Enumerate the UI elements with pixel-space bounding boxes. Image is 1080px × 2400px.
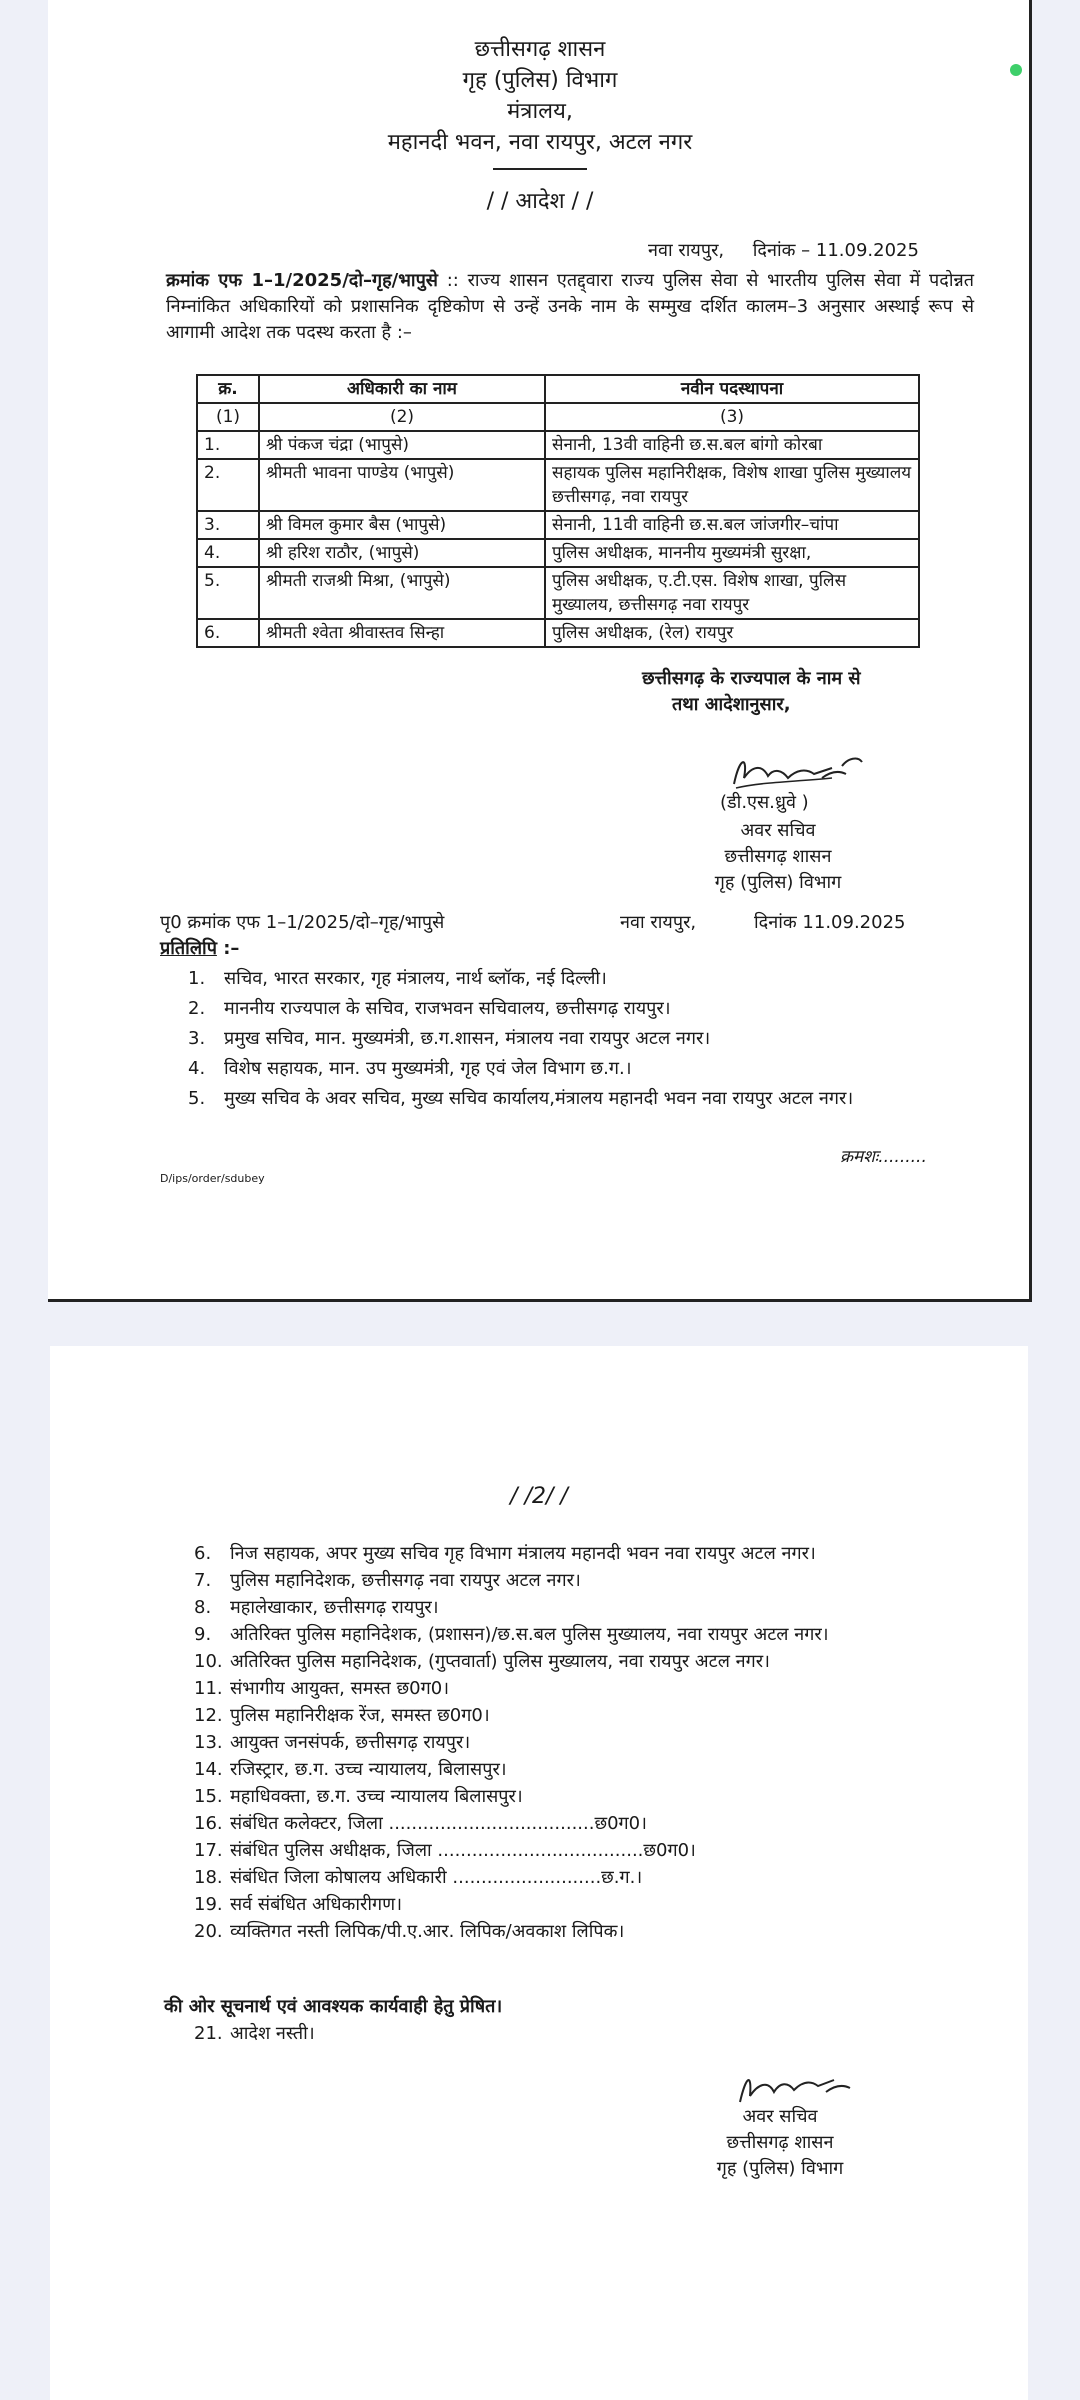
authority-line-2: तथा आदेशानुसार, [672,694,791,715]
list-item-number: 14. [194,1759,223,1780]
row-new-posting: सेनानी, 13वी वाहिनी छ.स.बल बांगो कोरबा [545,431,919,459]
row-new-posting: पुलिस अधीक्षक, ए.टी.एस. विशेष शाखा, पुलिस मुख्यालय, छत्तीसगढ़ नवा रायपुर [545,567,919,619]
list-item-text: माननीय राज्यपाल के सचिव, राजभवन सचिवालय, छत्तीसगढ़ रायपुर। [224,998,671,1019]
list-item-text: निज सहायक, अपर मुख्य सचिव गृह विभाग मंत्रालय महानदी भवन नवा रायपुर अटल नगर। [230,1543,816,1564]
row-serial: 3. [197,511,259,539]
list-item [194,1729,984,1756]
header-new-posting: नवीन पदस्थापना [545,375,919,403]
list-item-text: संभागीय आयुक्त, समस्त छ0ग0। [230,1678,450,1699]
table-row [197,431,919,459]
signatory-office: छत्तीसगढ़ शासन [726,2132,834,2153]
list-item-number: 7. [194,1570,212,1591]
copy-list-page-2-final [194,2020,984,2047]
table-row [197,619,919,647]
copy-list-page-1 [188,964,968,1114]
letterhead [48,34,1032,158]
list-item-number: 20. [194,1921,223,1942]
list-item-text: पुलिस महानिदेशक, छत्तीसगढ़ नवा रायपुर अटल नगर। [230,1570,581,1591]
list-item-text: संबंधित पुलिस अधीक्षक, जिला ....................................छ0ग0। [230,1840,696,1861]
header-address: महानदी भवन, नवा रायपुर, अटल नगर [387,130,693,155]
list-item [194,1864,984,1891]
header-department: गृह (पुलिस) विभाग [462,68,618,93]
list-item [194,1594,984,1621]
copy-reference-number: पृ0 क्रमांक एफ 1–1/2025/दो–गृह/भापुसे [160,912,445,933]
list-item [194,1837,984,1864]
copy-heading [160,936,239,962]
list-item-number: 17. [194,1840,223,1861]
list-item-number: 13. [194,1732,223,1753]
copy-date: दिनांक 11.09.2025 [754,912,906,933]
list-item [194,2020,984,2047]
list-item-text: महाधिवक्ता, छ.ग. उच्च न्यायालय बिलासपुर। [230,1786,523,1807]
document-page-1 [48,0,1032,1302]
list-item-number: 4. [188,1058,206,1079]
file-reference: D/ips/order/sdubey [160,1172,265,1185]
page-number: / /2/ / [510,1484,568,1509]
list-item-number: 6. [194,1543,212,1564]
header-serial: क्र. [197,375,259,403]
list-item-text: आदेश नस्ती। [230,2023,315,2044]
continued-marker: क्रमशः......... [840,1147,927,1167]
list-item [194,1756,984,1783]
column-number: (3) [545,403,919,431]
list-item-number: 10. [194,1651,223,1672]
list-item [188,994,968,1024]
header-ministry: मंत्रालय, [507,99,573,124]
order-reference-number: क्रमांक एफ 1–1/2025/दो–गृह/भापुसे [166,270,438,291]
copy-heading-label: प्रतिलिपि [160,938,217,959]
list-item-text: आयुक्त जनसंपर्क, छत्तीसगढ़ रायपुर। [230,1732,471,1753]
list-item [194,1918,984,1945]
posting-table-header [197,375,919,403]
copy-list-page-2 [194,1540,984,1945]
order-dateline: नवा रायपुर, दिनांक – 11.09.2025 [648,240,919,261]
table-row [197,511,919,539]
list-item-text: सचिव, भारत सरकार, गृह मंत्रालय, नार्थ ब्लॉक, नई दिल्ली। [224,968,607,989]
row-new-posting: पुलिस अधीक्षक, माननीय मुख्यमंत्री सुरक्षा, [545,539,919,567]
list-item-number: 5. [188,1088,206,1109]
row-officer-name: श्रीमती भावना पाण्डेय (भापुसे) [259,459,545,511]
list-item-number: 15. [194,1786,223,1807]
list-item-number: 1. [188,968,206,989]
row-officer-name: श्री हरिश राठौर, (भापुसे) [259,539,545,567]
list-item-number: 9. [194,1624,212,1645]
list-item-number: 16. [194,1813,223,1834]
order-intro-paragraph [166,268,974,346]
row-serial: 6. [197,619,259,647]
list-item [188,1054,968,1084]
row-officer-name: श्री पंकज चंद्रा (भापुसे) [259,431,545,459]
list-item-text: रजिस्ट्रार, छ.ग. उच्च न्यायालय, बिलासपुर। [230,1759,507,1780]
copy-heading-suffix: :– [216,938,240,959]
list-item [188,1084,968,1114]
list-item-number: 19. [194,1894,223,1915]
signatory-name: (डी.एस.ध्रुवे ) [720,792,809,813]
row-new-posting: सेनानी, 11वी वाहिनी छ.स.बल जांजगीर–चांपा [545,511,919,539]
list-item-number: 11. [194,1678,223,1699]
list-item-text: अतिरिक्त पुलिस महानिदेशक, (प्रशासन)/छ.स.बल पुलिस मुख्यालय, नवा रायपुर अटल नगर। [230,1624,829,1645]
signatory-block [678,818,878,896]
authority-block [642,666,861,718]
list-item-text: पुलिस महानिरीक्षक रेंज, समस्त छ0ग0। [230,1705,490,1726]
order-title: / / आदेश / / [486,189,594,214]
list-item [194,1621,984,1648]
list-item-text: प्रमुख सचिव, मान. मुख्यमंत्री, छ.ग.शासन, मंत्रालय नवा रायपुर अटल नगर। [224,1028,711,1049]
order-intro-text: :: राज्य शासन एतद्द्वारा राज्य पुलिस सेवा से भारतीय पुलिस सेवा में पदोन्नत निम्नांकित अधिकारियों को प्रशासनिक दृष्टिकोण से उन्हें उनके नाम के सम्मुख दर्शित कालम–3 अनुसार अस्थाई रूप से आगामी आदेश तक पदस्थ करता है :– [166,270,974,343]
list-item-number: 21. [194,2023,223,2044]
list-item-text: महालेखाकार, छत्तीसगढ़ रायपुर। [230,1597,439,1618]
column-number: (1) [197,403,259,431]
list-item [194,1891,984,1918]
list-item-text: व्यक्तिगत नस्ती लिपिक/पी.ए.आर. लिपिक/अवकाश लिपिक। [230,1921,625,1942]
table-row [197,459,919,511]
list-item [194,1675,984,1702]
signatory-department: गृह (पुलिस) विभाग [716,2158,844,2179]
table-row [197,567,919,619]
signatory-department: गृह (पुलिस) विभाग [714,872,842,893]
list-item-number: 2. [188,998,206,1019]
authority-line-1: छत्तीसगढ़ के राज्यपाल के नाम से [642,668,861,689]
list-item-text: विशेष सहायक, मान. उप मुख्यमंत्री, गृह एवं जेल विभाग छ.ग.। [224,1058,632,1079]
list-item-number: 8. [194,1597,212,1618]
row-officer-name: श्री विमल कुमार बैस (भापुसे) [259,511,545,539]
signatory-office: छत्तीसगढ़ शासन [724,846,832,867]
posting-table-column-numbers [197,403,919,431]
list-item [194,1540,984,1567]
list-item-number: 3. [188,1028,206,1049]
status-indicator-dot [1010,64,1022,76]
list-item-text: संबंधित जिला कोषालय अधिकारी ..........................छ.ग.। [230,1867,643,1888]
row-serial: 5. [197,567,259,619]
forward-note: की ओर सूचनार्थ एवं आवश्यक कार्यवाही हेतु प्रेषित। [164,1996,503,2017]
table-row [197,539,919,567]
list-item [194,1810,984,1837]
header-government: छत्तीसगढ़ शासन [474,37,606,62]
document-page-2 [50,1346,1028,2400]
row-officer-name: श्रीमती राजश्री मिश्रा, (भापुसे) [259,567,545,619]
row-officer-name: श्रीमती श्वेता श्रीवास्तव सिन्हा [259,619,545,647]
list-item-text: संबंधित कलेक्टर, जिला ....................................छ0ग0। [230,1813,647,1834]
list-item [194,1648,984,1675]
copy-place: नवा रायपुर, [620,912,697,933]
signatory-designation: अवर सचिव [742,2106,818,2127]
row-serial: 2. [197,459,259,511]
list-item-text: अतिरिक्त पुलिस महानिदेशक, (गुप्तवार्ता) पुलिस मुख्यालय, नवा रायपुर अटल नगर। [230,1651,770,1672]
row-serial: 4. [197,539,259,567]
list-item [188,1024,968,1054]
row-new-posting: पुलिस अधीक्षक, (रेल) रायपुर [545,619,919,647]
row-serial: 1. [197,431,259,459]
posting-table [196,374,920,648]
list-item [194,1783,984,1810]
row-new-posting: सहायक पुलिस महानिरीक्षक, विशेष शाखा पुलिस मुख्यालय छत्तीसगढ़, नवा रायपुर [545,459,919,511]
list-item [188,964,968,994]
list-item-text: मुख्य सचिव के अवर सचिव, मुख्य सचिव कार्यालय,मंत्रालय महानदी भवन नवा रायपुर अटल नगर। [224,1088,854,1109]
list-item-text: सर्व संबंधित अधिकारीगण। [230,1894,403,1915]
page2-signatory-block [680,2104,880,2182]
signatory-designation: अवर सचिव [740,820,816,841]
list-item-number: 18. [194,1867,223,1888]
header-underline [493,168,587,170]
list-item [194,1702,984,1729]
header-officer-name: अधिकारी का नाम [259,375,545,403]
column-number: (2) [259,403,545,431]
list-item [194,1567,984,1594]
list-item-number: 12. [194,1705,223,1726]
